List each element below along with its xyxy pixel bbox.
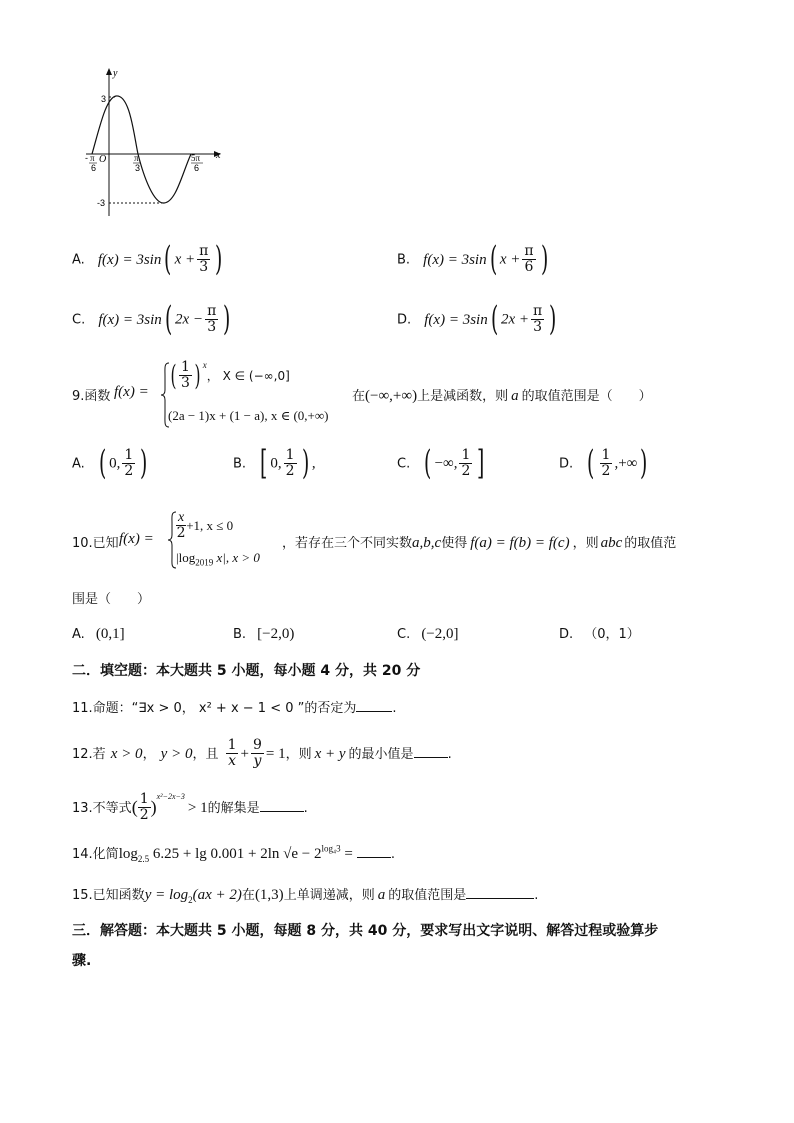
q12-expr: x + y [314,746,346,762]
frac-den: 3 [533,318,543,335]
case1-tail: +1, x ≤ 0 [186,518,234,533]
option-left: 0, [109,455,121,472]
q13-gt: > 1 [187,800,208,816]
option-inner: x + [499,251,521,268]
q9-option-a: A. ( 0, $\frac{1}{2}$ ) [72,443,148,483]
q13-prefix: 13.不等式 [72,801,132,816]
q9-fx: f(x) = [114,384,149,400]
y-axis-arrow [106,68,112,75]
option-inner: x + [174,251,196,268]
q8-option-b: B. f(x) = 3sin( x + $\frac{\pi}{6}$ ) [397,239,548,279]
option-label: D. [559,627,574,642]
frac-den: 3 [207,318,217,335]
q10-vars: a,b,c [412,535,442,551]
tick-pi3-den: 3 [135,163,141,173]
q10-eq: f(a) = f(b) = f(c) [470,535,570,551]
option-label: D. [559,456,574,472]
q8-option-a: A. f(x) = 3sin( x + $\frac{\pi}{3}$ ) [72,239,223,279]
q15-blank[interactable] [466,898,534,899]
section2-title: 二．填空题：本大题共 5 小题，每小题 4 分，共 20 分 [72,663,421,679]
q14-exp: log₄3 [321,843,341,854]
frac-num: 1 [285,446,295,463]
option-right: ,+∞ [614,455,638,472]
tick-5pi6-den: 6 [194,163,200,173]
case1-exp: x [202,360,207,370]
q11-blank[interactable] [356,711,392,712]
frac-num: 9 [252,737,262,753]
q9-option-b: B. [ 0, $\frac{1}{2}$ ) , [233,443,316,483]
option-value: (0,1] [95,626,125,642]
q10-fx: f(x) = [119,531,154,547]
option-expr: f(x) = 3sin [97,251,162,268]
q10-case2 [176,550,260,568]
q10-question [72,510,732,570]
case1-den: 2 [176,525,186,541]
frac-den: 2 [139,807,149,823]
q10-option-c [397,623,459,643]
q10-abc: abc [600,535,623,551]
tick-neg3: -3 [97,198,106,208]
option-value: [−2,0) [257,626,295,642]
option-label: A. [72,252,85,268]
q13-end: . [303,801,308,816]
option-label: C. [397,456,411,472]
q9-tail [352,385,652,405]
q14 [72,843,395,864]
q14-blank[interactable] [357,857,391,858]
q15-interval: (1,3) [254,887,284,903]
q10-option-b [233,623,294,643]
origin-label: O [99,154,107,165]
q14-sub: 2.5 [137,854,150,865]
frac-num: π [199,242,209,259]
q10-tail [282,532,676,552]
option-label: B. [397,252,411,268]
q14-expr: log [118,846,138,862]
q15-tail2: 的取值范围是 [388,888,467,903]
case2-head: |log [176,550,196,565]
option-expr: f(x) = 3sin [424,311,488,328]
q10-line2: 围是（ ） [72,592,151,607]
frac-num: 1 [139,791,149,807]
q12-tail: 的最小值是 [348,747,414,762]
frac-den: 6 [524,258,534,275]
option-label: C. [72,312,86,328]
q13: 13.不等式( $\frac{1}{2}$ )$^{x^2-2x-3}$> 1的解集是 . [72,791,308,823]
tick-pi3-num: π [134,153,139,163]
frac-num: 1 [601,446,611,463]
q12-blank[interactable] [414,757,448,758]
q12-c2: y > 0 [160,746,193,762]
q15-var: a [377,887,386,903]
q13-tail: 的解集是 [207,801,260,816]
q9-option-c: C. ( −∞, $\frac{1}{2}$ ] [397,443,485,483]
option-value: (−2,0] [421,626,459,642]
section3-title-line1: 三．解答题：本大题共 5 小题，每题 8 分，共 40 分，要求写出文字说明、解答过程或验算步 [72,923,659,939]
frac-den: y [253,753,262,769]
q9-case2: (2a − 1)x + (1 − a), x ∈ (0,+∞) [168,408,329,423]
option-left: 0, [270,455,282,472]
q9-var: a [511,388,519,404]
q9-option-d: D. ( $\frac{1}{2}$ ,+∞) [559,443,648,483]
q14-eq: = [340,846,353,862]
q9-case1: ( $\frac{1}{3}$ ) $^x$， X ∈ (−∞,0] [170,358,290,392]
q10-case1 [176,510,233,541]
option-label: A. [72,456,85,472]
option-inner: 2x − [175,311,204,328]
case1-base-den: 3 [180,375,190,391]
tick-neg-sign: - [85,153,88,163]
q15 [72,884,538,905]
case2-sub: 2019 [195,557,214,568]
option-value: （0，1） [584,627,640,642]
q9-prefix: 9.函数 [72,389,111,404]
x-axis-label: x [216,150,221,161]
q15-sub: 2 [188,895,193,906]
sine-curve [92,96,191,203]
frac-num: π [524,242,534,259]
q15-mid: 在 [241,888,255,903]
frac-num: 1 [461,446,471,463]
q12-c1: x > 0 [110,746,143,762]
case1-base-num: 1 [180,359,190,375]
frac-den: x [228,753,236,769]
q12-end: . [447,747,452,762]
frac-num: π [533,302,543,319]
q9-suffix2: 的取值范围是（ ） [521,389,652,404]
option-left: −∞, [434,455,458,472]
option-label: B. [233,627,247,642]
case2-tail: x|, x > 0 [213,550,260,565]
q10-text4: 的取值范 [624,536,677,551]
option-expr: f(x) = 3sin [98,311,162,328]
q12 [72,738,452,769]
q10-text3: ，则 [572,536,599,551]
tick-5pi6-num: 5π [191,153,201,163]
q12-and: ，且 [192,747,219,762]
option-expr: f(x) = 3sin [423,251,487,268]
frac-den: 2 [461,462,471,479]
q12-eq: = 1 [265,746,286,762]
case1-num: x [178,510,185,525]
frac-num: π [207,302,217,319]
q13-exp: x²−2x−3 [156,792,185,801]
q14-end: . [390,847,395,862]
sine-graph [78,66,228,221]
q15-end: . [534,888,539,903]
frac-den: 2 [124,462,134,479]
option-label: B. [233,456,247,472]
q13-blank[interactable] [260,811,304,812]
q8-option-c: C. f(x) = 3sin( 2x − $\frac{\pi}{3}$ ) [72,299,231,339]
tick-neg-pi6-num: π [90,153,95,163]
q10-option-d [559,623,640,642]
q11-end: . [392,701,397,716]
q12-prefix: 12.若 [72,747,106,762]
y-axis-label: y [113,68,118,79]
section3-title-line2: 骤. [72,953,92,969]
tick-neg-pi6-den: 6 [91,163,97,173]
q10-text1: ，若存在三个不同实数 [282,536,413,551]
frac-den: 2 [285,462,295,479]
q15-prefix: 15.已知函数 [72,888,145,903]
frac-num: 1 [124,446,134,463]
q14-expr2: 6.25 + lg 0.001 + 2ln √e − 2 [149,846,322,862]
frac-den: 3 [199,258,209,275]
option-inner: 2x + [500,311,529,328]
q10-option-a [72,623,125,643]
q15-expr: y = log [144,887,189,903]
q12-then: ，则 [285,747,312,762]
q9-interval: (−∞,+∞) [365,388,418,404]
option-label: D. [397,312,412,328]
q10-prefix: 10.已知 [72,536,119,551]
tick-3: 3 [101,94,107,104]
q14-prefix: 14.化简 [72,847,119,862]
q15-expr2: (ax + 2) [192,887,242,903]
frac-num: 1 [227,737,237,753]
q11-text: 11.命题：“∃x > 0， x² + x − 1 < 0 ”的否定为 [72,701,357,716]
q8-option-d: D. f(x) = 3sin( 2x + $\frac{\pi}{3}$ ) [397,299,557,339]
option-tail: , [311,455,316,472]
frac-den: 2 [601,462,611,479]
option-label: A. [72,627,85,642]
q9-suffix-pre: 在 [352,389,366,404]
q15-tail: 上单调递减，则 [283,888,375,903]
option-label: C. [397,627,411,642]
q9-suffix: 上是减函数，则 [417,389,509,404]
case1-cond: ， X ∈ (−∞,0] [206,369,290,383]
q12-plus: + [240,746,249,762]
q11 [72,697,397,716]
q10-text2: 使得 [441,536,468,551]
q12-sep: ， [142,747,156,762]
